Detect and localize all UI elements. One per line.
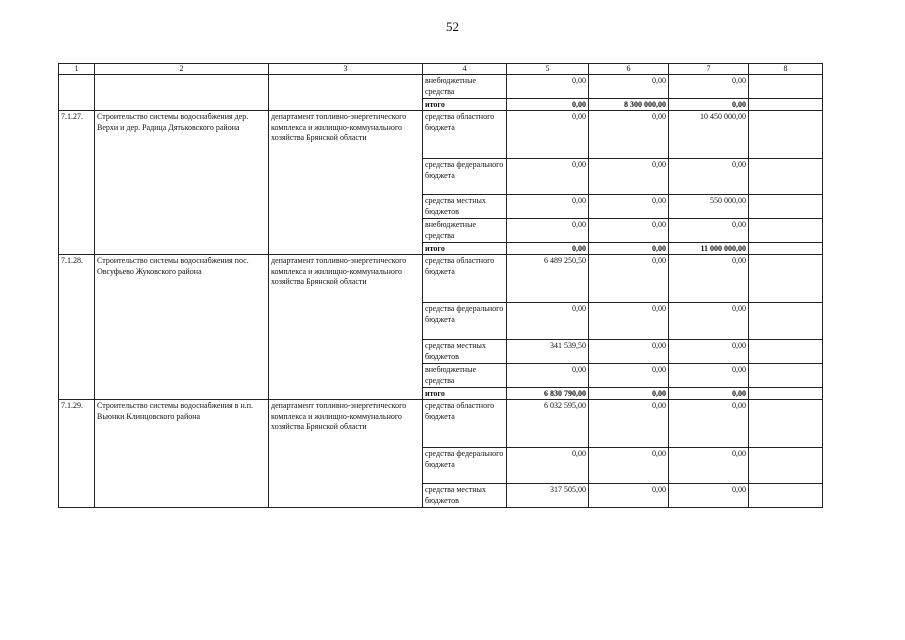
amount-col6: 0,00 [589,255,669,303]
funding-source: средства местных бюджетов [423,195,507,219]
amount-col6: 0,00 [589,484,669,508]
column-header-3: 3 [269,64,423,75]
amount-col5: 6 032 595,00 [507,400,589,448]
project-department: департамент топливно-энергетического комплекса и жилищно-коммунального хозяйства Брянской области [269,400,423,508]
column-header-1: 1 [59,64,95,75]
funding-source: итого [423,388,507,400]
amount-col5: 0,00 [507,159,589,195]
amount-col5: 341 539,50 [507,340,589,364]
amount-col5: 0,00 [507,75,589,99]
funding-source: средства местных бюджетов [423,340,507,364]
amount-col7: 0,00 [669,255,749,303]
amount-col7: 0,00 [669,219,749,243]
carryover-col2 [95,75,269,111]
amount-col5: 0,00 [507,243,589,255]
col8-cell [749,388,823,400]
project-department: департамент топливно-энергетического комплекса и жилищно-коммунального хозяйства Брянской области [269,255,423,400]
column-header-7: 7 [669,64,749,75]
funding-source: внебюджетные средства [423,219,507,243]
col8-cell [749,448,823,484]
amount-col5: 0,00 [507,219,589,243]
amount-col7: 0,00 [669,448,749,484]
col8-cell [749,255,823,303]
amount-col6: 0,00 [589,364,669,388]
column-header-4: 4 [423,64,507,75]
amount-col7: 550 000,00 [669,195,749,219]
column-header-row [59,64,823,75]
funding-source: средства федерального бюджета [423,303,507,340]
amount-col6: 0,00 [589,388,669,400]
amount-col7: 0,00 [669,364,749,388]
project-department: департамент топливно-энергетического комплекса и жилищно-коммунального хозяйства Брянской области [269,111,423,255]
col8-cell [749,340,823,364]
amount-col6: 0,00 [589,340,669,364]
amount-col6: 0,00 [589,400,669,448]
funding-source: итого [423,99,507,111]
table-row [59,75,823,99]
amount-col7: 0,00 [669,99,749,111]
amount-col6: 0,00 [589,75,669,99]
amount-col5: 0,00 [507,195,589,219]
project-number: 7.1.29. [59,400,95,508]
col8-cell [749,364,823,388]
col8-cell [749,99,823,111]
col8-cell [749,484,823,508]
amount-col7: 10 450 000,00 [669,111,749,159]
column-header-8: 8 [749,64,823,75]
table-row [59,400,823,448]
amount-col7: 0,00 [669,484,749,508]
amount-col5: 0,00 [507,364,589,388]
col8-cell [749,75,823,99]
project-name: Строительство системы водоснабжения дер. Верхи и дер. Радица Дятьковского района [95,111,269,255]
project-number: 7.1.28. [59,255,95,400]
amount-col5: 0,00 [507,99,589,111]
budget-table [58,63,823,508]
amount-col7: 0,00 [669,340,749,364]
column-header-5: 5 [507,64,589,75]
page-number: 52 [446,19,459,34]
amount-col7: 0,00 [669,75,749,99]
carryover-col1 [59,75,95,111]
amount-col6: 0,00 [589,111,669,159]
amount-col6: 0,00 [589,448,669,484]
funding-source: итого [423,243,507,255]
col8-cell [749,219,823,243]
col8-cell [749,243,823,255]
funding-source: средства областного бюджета [423,255,507,303]
col8-cell [749,111,823,159]
project-number: 7.1.27. [59,111,95,255]
amount-col7: 0,00 [669,388,749,400]
amount-col7: 0,00 [669,303,749,340]
amount-col5: 6 489 250,50 [507,255,589,303]
table-row [59,255,823,303]
col8-cell [749,303,823,340]
amount-col5: 0,00 [507,448,589,484]
funding-source: внебюджетные средства [423,75,507,99]
col8-cell [749,400,823,448]
amount-col5: 317 505,00 [507,484,589,508]
funding-source: средства федерального бюджета [423,159,507,195]
funding-source: средства областного бюджета [423,111,507,159]
table-body [59,64,823,508]
funding-source: внебюджетные средства [423,364,507,388]
amount-col6: 0,00 [589,195,669,219]
amount-col6: 0,00 [589,159,669,195]
funding-source: средства федерального бюджета [423,448,507,484]
amount-col7: 0,00 [669,159,749,195]
amount-col6: 0,00 [589,219,669,243]
funding-source: средства местных бюджетов [423,484,507,508]
col8-cell [749,195,823,219]
carryover-col3 [269,75,423,111]
amount-col6: 8 300 000,00 [589,99,669,111]
amount-col5: 6 830 790,00 [507,388,589,400]
funding-source: средства областного бюджета [423,400,507,448]
amount-col5: 0,00 [507,111,589,159]
amount-col7: 0,00 [669,400,749,448]
project-name: Строительство системы водоснабжения пос. Овсуфьево Жуковского района [95,255,269,400]
amount-col6: 0,00 [589,243,669,255]
column-header-2: 2 [95,64,269,75]
col8-cell [749,159,823,195]
project-name: Строительство системы водоснабжения в н.п. Вьюнки Клинцовского района [95,400,269,508]
amount-col6: 0,00 [589,303,669,340]
table-row [59,111,823,159]
column-header-6: 6 [589,64,669,75]
amount-col7: 11 000 000,00 [669,243,749,255]
amount-col5: 0,00 [507,303,589,340]
